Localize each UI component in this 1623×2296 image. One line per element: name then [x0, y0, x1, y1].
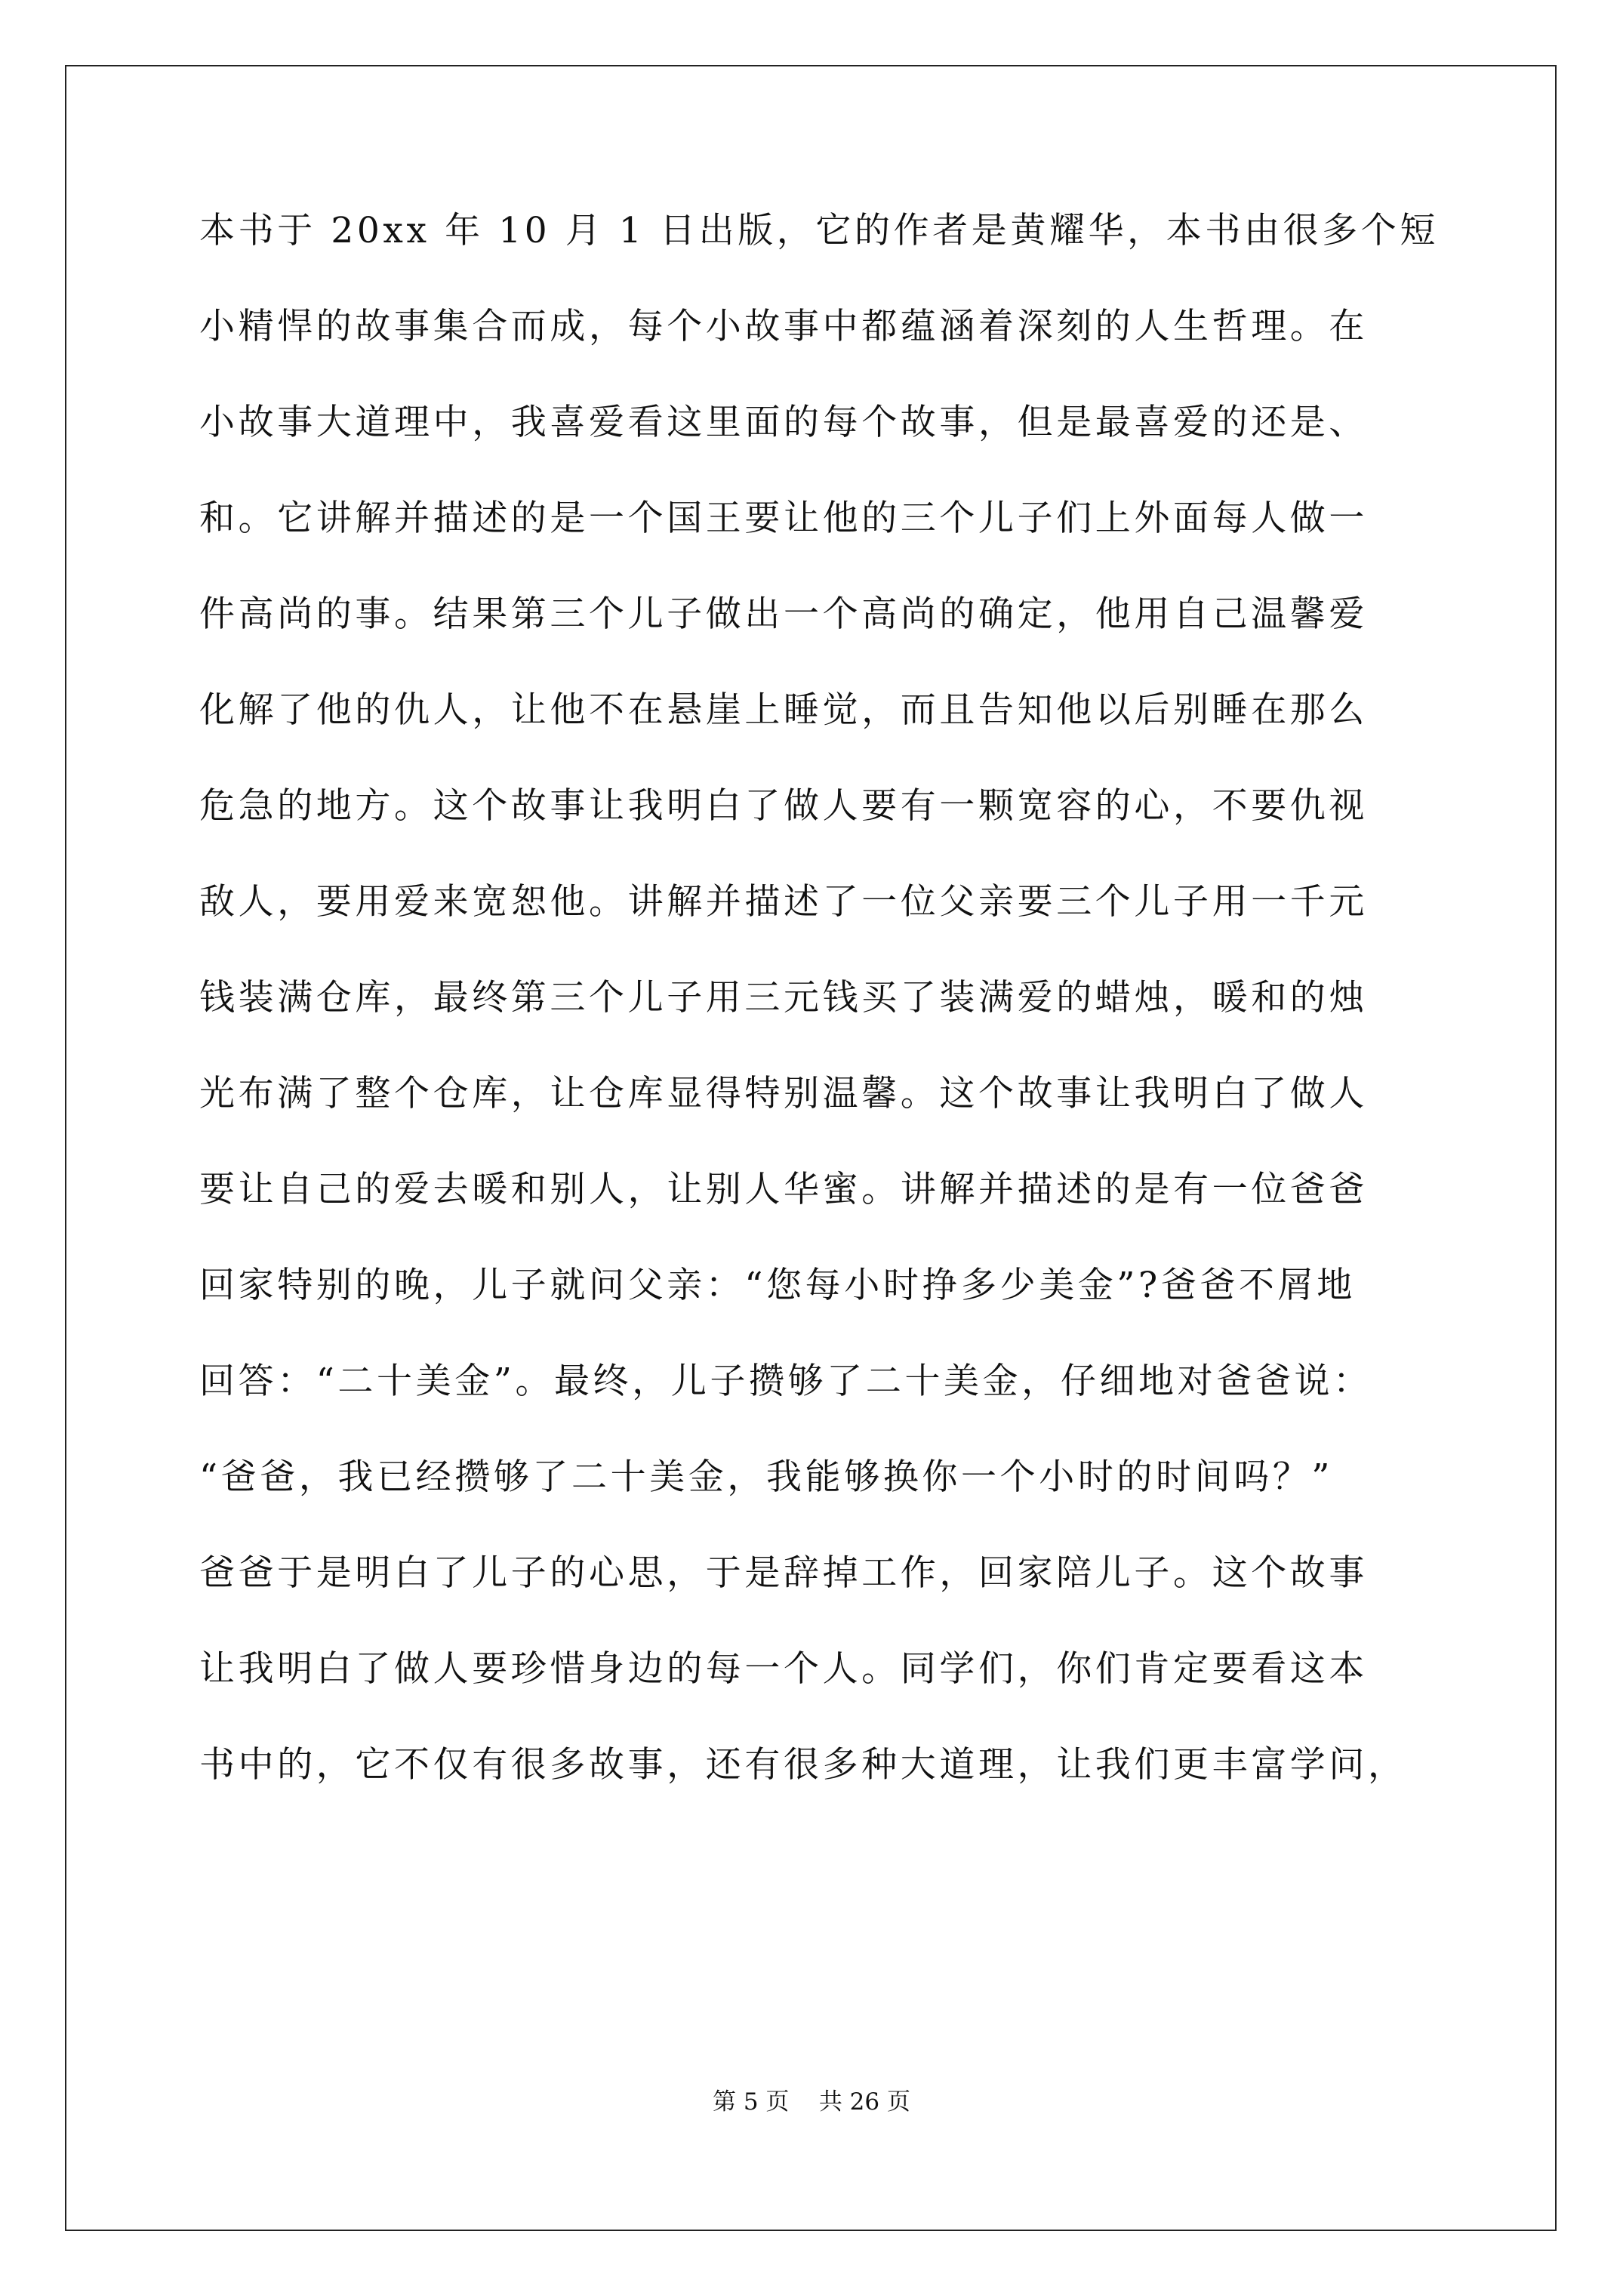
text-line: 和。它讲解并描述的是一个国王要让他的三个儿子们上外面每人做一	[199, 498, 1368, 539]
text-line: 书中的，它不仅有很多故事，还有很多种大道理，让我们更丰富学问，	[199, 1744, 1407, 1786]
text-line: 化解了他的仇人，让他不在悬崖上睡觉，而且告知他以后别睡在那么	[199, 689, 1368, 731]
page-number-footer: 第 5 页 共 26 页	[712, 2088, 910, 2116]
text-line: 危急的地方。这个故事让我明白了做人要有一颗宽容的心，不要仇视	[199, 785, 1368, 827]
text-line: 钱装满仓库，最终第三个儿子用三元钱买了装满爱的蜡烛，暖和的烛	[199, 977, 1368, 1019]
text-line: 爸爸于是明白了儿子的心思，于是辞掉工作，回家陪儿子。这个故事	[199, 1552, 1368, 1594]
text-line: “爸爸，我已经攒够了二十美金，我能够换你一个小时的时间吗？”	[199, 1456, 1334, 1498]
text-line: 件高尚的事。结果第三个儿子做出一个高尚的确定，他用自己温馨爱	[199, 593, 1368, 635]
text-line: 小精悍的故事集合而成，每个小故事中都蕴涵着深刻的人生哲理。在	[199, 306, 1368, 347]
text-line: 回家特别的晚，儿子就问父亲：“您每小时挣多少美金”?爸爸不屑地	[199, 1265, 1356, 1306]
text-line: 回答：“二十美金”。最终，儿子攒够了二十美金，仔细地对爸爸说：	[199, 1361, 1372, 1402]
text-line: 光布满了整个仓库，让仓库显得特别温馨。这个故事让我明白了做人	[199, 1073, 1368, 1114]
text-line: 本书于 20xx 年 10 月 1 日出版，它的作者是黄耀华，本书由很多个短	[199, 210, 1439, 251]
document-body	[199, 208, 1452, 1838]
text-line: 小故事大道理中，我喜爱看这里面的每个故事，但是最喜爱的还是、	[199, 402, 1368, 443]
text-line: 让我明白了做人要珍惜身边的每一个人。同学们，你们肯定要看这本	[199, 1648, 1368, 1690]
text-line: 要让自己的爱去暖和别人，让别人华蜜。讲解并描述的是有一位爸爸	[199, 1169, 1368, 1210]
text-line: 敌人，要用爱来宽恕他。讲解并描述了一位父亲要三个儿子用一千元	[199, 881, 1368, 923]
